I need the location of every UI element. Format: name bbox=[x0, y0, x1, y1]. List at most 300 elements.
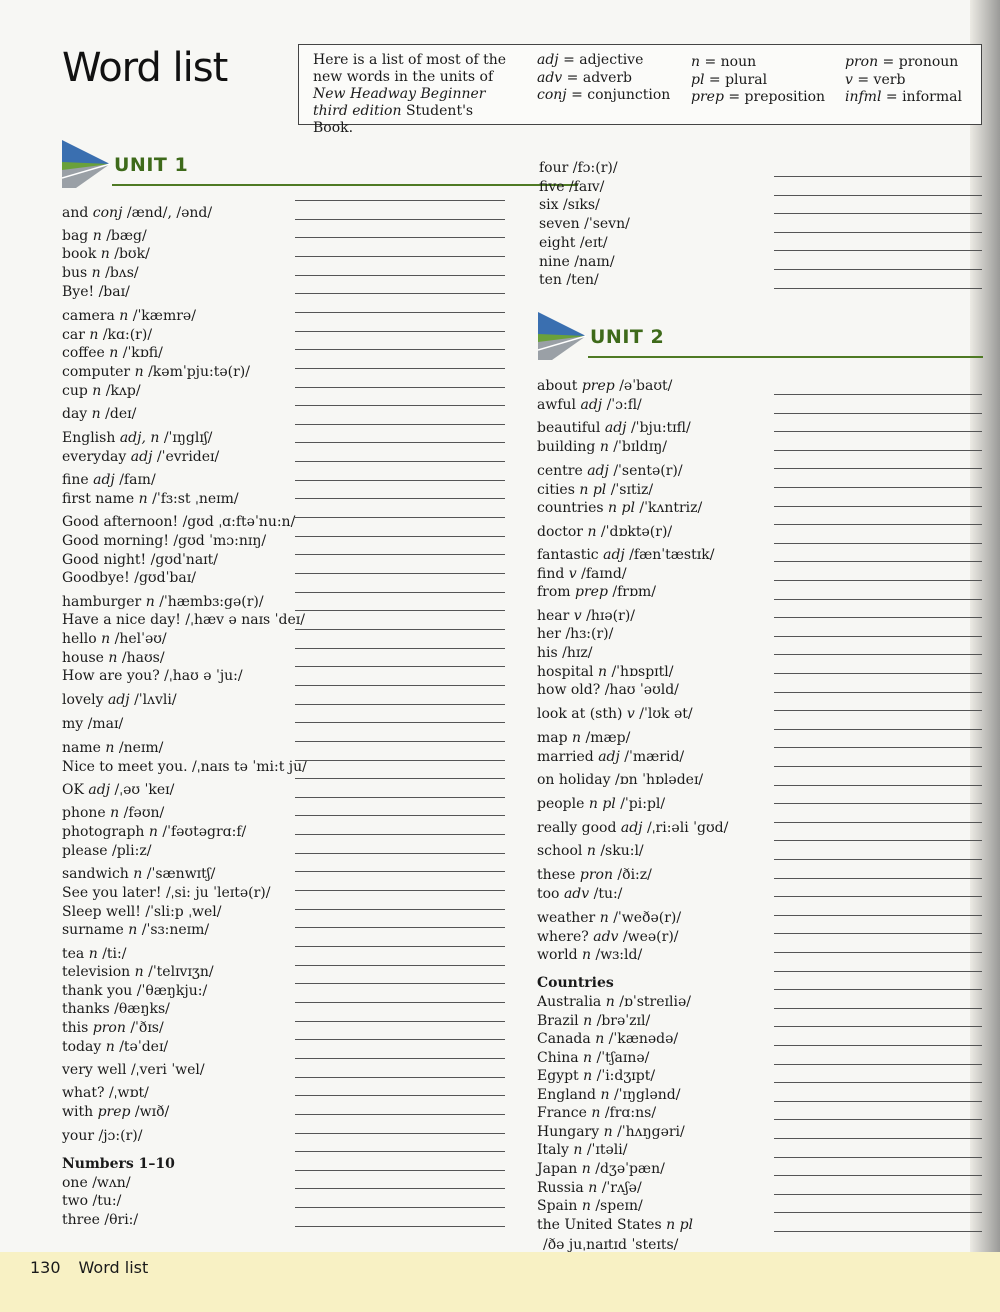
entry-word: these bbox=[537, 867, 576, 883]
word-entry bbox=[537, 438, 667, 456]
writing-line bbox=[295, 890, 505, 891]
entry-part-of-speech: adj bbox=[587, 463, 609, 479]
entry-word: Sleep well! bbox=[62, 904, 141, 920]
writing-line bbox=[774, 176, 982, 177]
entry-pronunciation: /gʊd ˈmɔ:nɪŋ/ bbox=[173, 533, 267, 549]
word-entry bbox=[62, 804, 164, 822]
entry-word: please bbox=[62, 843, 108, 859]
word-entry bbox=[62, 471, 156, 489]
entry-word: Goodbye! bbox=[62, 570, 130, 586]
entry-pronunciation: /wɜ:ld/ bbox=[595, 947, 643, 963]
entry-part-of-speech: v bbox=[568, 566, 577, 582]
abbreviations-col-3 bbox=[845, 54, 962, 107]
entry-pronunciation: /əˈbaʊt/ bbox=[619, 378, 673, 394]
entry-word: hamburger bbox=[62, 594, 142, 610]
entry-part-of-speech: n bbox=[148, 824, 158, 840]
entry-pronunciation: /eɪt/ bbox=[579, 235, 608, 251]
entry-pronunciation: /neɪm/ bbox=[118, 740, 164, 756]
entry-part-of-speech: n bbox=[597, 664, 608, 680]
writing-line bbox=[295, 946, 505, 947]
word-entry bbox=[62, 307, 196, 325]
word-entry bbox=[537, 729, 630, 747]
page-number: 130 bbox=[30, 1258, 61, 1277]
entry-part-of-speech: n bbox=[595, 1031, 605, 1047]
entry-word: her bbox=[537, 626, 561, 642]
entry-pronunciation: /ˈsænwɪtʃ/ bbox=[146, 866, 216, 882]
word-entry bbox=[537, 1179, 642, 1197]
word-entry bbox=[537, 1160, 665, 1178]
entry-word: surname bbox=[62, 922, 124, 938]
abbreviation: adv = adverb bbox=[537, 69, 633, 86]
entry-pronunciation: /helˈəʊ/ bbox=[114, 631, 167, 647]
entry-word: computer bbox=[62, 364, 131, 380]
writing-line bbox=[774, 636, 982, 637]
word-entry bbox=[537, 1067, 655, 1085]
entry-word: about bbox=[537, 378, 578, 394]
entry-word: four bbox=[539, 160, 569, 176]
writing-line bbox=[295, 368, 505, 369]
writing-line bbox=[774, 288, 982, 289]
entry-word: television bbox=[62, 964, 131, 980]
entry-part-of-speech: n bbox=[133, 866, 143, 882]
writing-line bbox=[774, 822, 982, 823]
unit-2-rule bbox=[588, 356, 983, 358]
entry-word: Egypt bbox=[537, 1068, 579, 1084]
word-entry bbox=[537, 1104, 656, 1122]
writing-line bbox=[774, 213, 982, 214]
entry-word: thanks bbox=[62, 1001, 110, 1017]
entry-word: building bbox=[537, 439, 596, 455]
entry-word: book bbox=[62, 246, 97, 262]
entry-word: hospital bbox=[537, 664, 594, 680]
entry-pronunciation: /ti:/ bbox=[102, 946, 127, 962]
writing-line bbox=[774, 1157, 982, 1158]
entry-part-of-speech: adj bbox=[604, 420, 627, 436]
word-entry bbox=[537, 546, 714, 564]
entry-part-of-speech: prep bbox=[575, 584, 608, 600]
entry-pronunciation: /ˈsɪtiz/ bbox=[610, 482, 654, 498]
intro-box bbox=[298, 44, 982, 136]
word-entry bbox=[537, 909, 681, 927]
writing-line bbox=[774, 989, 982, 990]
writing-line bbox=[295, 1077, 505, 1078]
writing-line bbox=[295, 666, 505, 667]
entry-pronunciation: /ˈhʌŋgəri/ bbox=[617, 1124, 685, 1140]
intro-book-title: New Headway Beginner third edition bbox=[313, 86, 486, 119]
entry-word: doctor bbox=[537, 524, 583, 540]
writing-line bbox=[295, 1114, 505, 1115]
entry-pronunciation: /ˌəʊ ˈkeɪ/ bbox=[114, 782, 175, 798]
unit-1-title: UNIT 1 bbox=[114, 154, 189, 176]
entry-part-of-speech: n bbox=[582, 947, 592, 963]
word-entry bbox=[537, 523, 672, 541]
word-entry bbox=[62, 865, 215, 883]
entry-pronunciation: /faɪn/ bbox=[119, 472, 156, 488]
entry-part-of-speech: prep bbox=[581, 378, 615, 394]
entry-part-of-speech: n bbox=[89, 327, 99, 343]
word-entry bbox=[62, 227, 147, 245]
entry-part-of-speech: n bbox=[586, 843, 596, 859]
entry-word: cities bbox=[537, 482, 575, 498]
entry-part-of-speech: n bbox=[134, 364, 144, 380]
entry-pronunciation: /ɒn ˈhɒlədeɪ/ bbox=[614, 772, 704, 788]
entry-word: school bbox=[537, 843, 583, 859]
word-entry bbox=[62, 264, 139, 282]
entry-part-of-speech: n bbox=[605, 994, 615, 1010]
word-entry bbox=[62, 945, 126, 963]
word-entry bbox=[537, 1197, 643, 1215]
abbreviation: adj = adjective bbox=[537, 52, 644, 68]
entry-part-of-speech: n bbox=[603, 1124, 613, 1140]
entry-word: Australia bbox=[537, 994, 602, 1010]
entry-word: three bbox=[62, 1212, 100, 1228]
writing-line bbox=[774, 673, 982, 674]
entry-word: England bbox=[537, 1087, 597, 1103]
entry-pronunciation: /bæg/ bbox=[106, 228, 147, 244]
entry-word: my bbox=[62, 716, 84, 732]
writing-line bbox=[774, 747, 982, 748]
abbreviation: prep = preposition bbox=[691, 89, 826, 105]
word-entry bbox=[537, 1141, 627, 1159]
road-icon bbox=[62, 140, 110, 188]
section-heading bbox=[537, 974, 614, 992]
entry-word: Have a nice day! bbox=[62, 612, 181, 628]
entry-word: ten bbox=[539, 272, 562, 288]
word-entry bbox=[537, 705, 693, 723]
word-entry bbox=[62, 884, 270, 902]
entry-word: Brazil bbox=[537, 1013, 579, 1029]
entry-word: coffee bbox=[62, 345, 105, 361]
writing-line bbox=[774, 1119, 982, 1120]
unit-1-rule bbox=[112, 184, 578, 186]
entry-word: two bbox=[62, 1193, 89, 1209]
writing-line bbox=[774, 766, 982, 767]
entry-part-of-speech: n bbox=[581, 1198, 591, 1214]
writing-line bbox=[295, 965, 505, 966]
word-entry bbox=[539, 253, 615, 271]
entry-word: everyday bbox=[62, 449, 127, 465]
entry-pronunciation: /baɪ/ bbox=[98, 284, 130, 300]
abbreviation: pron = pronoun bbox=[845, 54, 959, 70]
entry-part-of-speech: n bbox=[591, 1105, 601, 1121]
writing-line bbox=[295, 200, 505, 201]
word-entry bbox=[62, 667, 243, 685]
entry-pronunciation: /ˈkʌntriz/ bbox=[639, 500, 703, 516]
entry-pronunciation: /ˈkæmrə/ bbox=[132, 308, 196, 324]
abbreviation: n = noun bbox=[691, 54, 757, 70]
entry-pronunciation: /gʊd ˌɑ:ftəˈnu:n/ bbox=[182, 514, 296, 530]
writing-line bbox=[774, 878, 982, 879]
writing-line bbox=[774, 840, 982, 841]
writing-line bbox=[295, 312, 505, 313]
word-entry bbox=[537, 625, 613, 643]
writing-line bbox=[295, 349, 505, 350]
entry-word: phone bbox=[62, 805, 106, 821]
word-entry bbox=[62, 1103, 169, 1121]
entry-word: the United States bbox=[537, 1217, 662, 1233]
entry-word: people bbox=[537, 796, 585, 812]
entry-part-of-speech: n bbox=[100, 246, 110, 262]
word-entry bbox=[537, 565, 627, 583]
entry-word: eight bbox=[539, 235, 576, 251]
entry-pronunciation: /ˈhɒspɪtl/ bbox=[611, 664, 674, 680]
entry-part-of-speech: n bbox=[109, 345, 119, 361]
writing-line bbox=[774, 487, 982, 488]
entry-word: Canada bbox=[537, 1031, 591, 1047]
writing-line bbox=[774, 933, 982, 934]
entry-part-of-speech: n bbox=[145, 594, 155, 610]
word-entry bbox=[62, 1211, 138, 1229]
word-entry bbox=[62, 921, 209, 939]
word-entry bbox=[537, 396, 642, 414]
entry-part-of-speech: pron bbox=[92, 1020, 126, 1036]
entry-pronunciation: /ˈɪŋglɪʃ/ bbox=[163, 430, 213, 446]
word-entry bbox=[539, 178, 604, 196]
entry-pronunciation: /hɜ:(r)/ bbox=[565, 626, 614, 642]
entry-word: one bbox=[62, 1175, 88, 1191]
entry-pronunciation: /ˈlʊk ət/ bbox=[639, 706, 693, 722]
entry-part-of-speech: adj bbox=[130, 449, 153, 465]
entry-part-of-speech: v bbox=[573, 608, 582, 624]
entry-word: world bbox=[537, 947, 578, 963]
abbreviation: v = verb bbox=[845, 71, 906, 88]
entry-part-of-speech: n pl bbox=[666, 1217, 694, 1233]
entry-pronunciation: /ˌhæv ə naɪs ˈdeɪ/ bbox=[185, 612, 305, 628]
entry-part-of-speech: pron bbox=[579, 867, 613, 883]
entry-part-of-speech: n bbox=[105, 740, 115, 756]
entry-word: very well bbox=[62, 1062, 127, 1078]
entry-pronunciation: /ˈbju:tɪfl/ bbox=[630, 420, 691, 436]
word-entry bbox=[537, 419, 691, 437]
entry-pronunciation: /gʊdˈnaɪt/ bbox=[150, 552, 218, 568]
writing-line bbox=[774, 617, 982, 618]
entry-pronunciation: /wʌn/ bbox=[92, 1175, 131, 1191]
entry-pronunciation: /gʊdˈbaɪ/ bbox=[134, 570, 196, 586]
footer-label: Word list bbox=[78, 1258, 149, 1277]
entry-pronunciation: /haʊs/ bbox=[121, 650, 165, 666]
word-entry bbox=[62, 1127, 142, 1145]
writing-line bbox=[774, 1175, 982, 1176]
word-entry bbox=[537, 993, 691, 1011]
word-entry bbox=[62, 649, 165, 667]
word-entry bbox=[62, 344, 163, 362]
word-entry bbox=[62, 1061, 205, 1079]
writing-line bbox=[295, 909, 505, 910]
entry-word: beautiful bbox=[537, 420, 601, 436]
writing-line bbox=[295, 237, 505, 238]
entry-word: China bbox=[537, 1050, 579, 1066]
entry-pronunciation: /frɒm/ bbox=[612, 584, 656, 600]
entry-pronunciation: /ˈrʌʃə/ bbox=[601, 1180, 642, 1196]
entry-part-of-speech: n bbox=[110, 805, 120, 821]
entry-word: how old? bbox=[537, 682, 601, 698]
writing-line bbox=[774, 506, 982, 507]
writing-line bbox=[295, 1095, 505, 1096]
word-entry bbox=[62, 1000, 170, 1018]
writing-line bbox=[295, 517, 505, 518]
word-entry bbox=[537, 481, 653, 499]
entry-part-of-speech: n pl bbox=[579, 482, 607, 498]
entry-word: weather bbox=[537, 910, 596, 926]
entry-word: find bbox=[537, 566, 565, 582]
entry-part-of-speech: adj bbox=[107, 692, 130, 708]
entry-word: today bbox=[62, 1039, 102, 1055]
entry-word: countries bbox=[537, 500, 604, 516]
entry-part-of-speech: v bbox=[626, 706, 635, 722]
word-entry bbox=[537, 885, 622, 903]
writing-line bbox=[774, 915, 982, 916]
entry-word: on holiday bbox=[537, 772, 611, 788]
entry-part-of-speech: prep bbox=[97, 1104, 131, 1120]
word-entry bbox=[62, 1192, 121, 1210]
writing-line bbox=[774, 524, 982, 525]
writing-line bbox=[295, 741, 505, 742]
entry-word: six bbox=[539, 197, 559, 213]
abbreviation: pl = plural bbox=[691, 71, 768, 88]
writing-line bbox=[774, 654, 982, 655]
entry-pronunciation: /jɔ:(r)/ bbox=[98, 1128, 143, 1144]
entry-pronunciation: /ˈtʃaɪnə/ bbox=[596, 1050, 650, 1066]
word-entry bbox=[62, 982, 207, 1000]
entry-part-of-speech: adj, n bbox=[119, 430, 160, 446]
word-entry bbox=[537, 499, 702, 517]
entry-word: centre bbox=[537, 463, 583, 479]
entry-word: and bbox=[62, 205, 89, 221]
word-entry bbox=[62, 204, 212, 222]
word-entry bbox=[62, 326, 152, 344]
entry-pronunciation: /hɪə(r)/ bbox=[586, 608, 636, 624]
entry-pronunciation: /ænd/, /ənd/ bbox=[126, 205, 213, 221]
writing-line bbox=[295, 480, 505, 481]
entry-part-of-speech: n pl bbox=[588, 796, 616, 812]
entry-part-of-speech: n bbox=[583, 1068, 593, 1084]
entry-word: nine bbox=[539, 254, 570, 270]
writing-line bbox=[295, 1058, 505, 1059]
writing-line bbox=[774, 1008, 982, 1009]
writing-line bbox=[295, 592, 505, 593]
word-entry bbox=[62, 245, 150, 263]
entry-word: Hungary bbox=[537, 1124, 600, 1140]
entry-pronunciation: /ˈkænədə/ bbox=[608, 1031, 679, 1047]
entry-part-of-speech: adj bbox=[620, 820, 643, 836]
entry-pronunciation: /brəˈzɪl/ bbox=[596, 1013, 651, 1029]
writing-line bbox=[295, 648, 505, 649]
writing-line bbox=[295, 834, 505, 835]
word-entry bbox=[62, 448, 219, 466]
entry-word: OK bbox=[62, 782, 84, 798]
word-entry bbox=[537, 1123, 685, 1141]
writing-line bbox=[774, 896, 982, 897]
word-entry bbox=[537, 748, 684, 766]
writing-line bbox=[774, 859, 982, 860]
entry-word: lovely bbox=[62, 692, 104, 708]
entry-pronunciation: /ˈðɪs/ bbox=[130, 1020, 164, 1036]
writing-line bbox=[295, 1002, 505, 1003]
entry-word: married bbox=[537, 749, 594, 765]
word-entry bbox=[539, 271, 599, 289]
writing-line bbox=[774, 1082, 982, 1083]
entry-pronunciation: /ˈfɜ:st ˌneɪm/ bbox=[152, 491, 239, 507]
writing-line bbox=[295, 442, 505, 443]
entry-part-of-speech: n bbox=[588, 1180, 598, 1196]
writing-line bbox=[295, 536, 505, 537]
word-entry bbox=[537, 928, 679, 946]
entry-word: really good bbox=[537, 820, 617, 836]
entry-pronunciation: /ten/ bbox=[566, 272, 599, 288]
page-edge-shadow bbox=[970, 0, 1000, 1312]
entry-pronunciation: /ˈpi:pl/ bbox=[620, 796, 666, 812]
entry-word: name bbox=[62, 740, 101, 756]
entry-word: English bbox=[62, 430, 116, 446]
word-entry bbox=[537, 1086, 680, 1104]
writing-line bbox=[295, 685, 505, 686]
entry-pronunciation: /tu:/ bbox=[593, 886, 623, 902]
writing-line bbox=[774, 450, 982, 451]
entry-word: Good night! bbox=[62, 552, 147, 568]
word-entry bbox=[62, 1084, 149, 1102]
word-entry bbox=[62, 382, 141, 400]
entry-pronunciation: /ˌri:əli ˈgʊd/ bbox=[646, 820, 729, 836]
entry-part-of-speech: n bbox=[92, 383, 102, 399]
entry-part-of-speech: n bbox=[138, 491, 148, 507]
entry-word: bag bbox=[62, 228, 89, 244]
entry-pronunciation: /naɪn/ bbox=[574, 254, 615, 270]
entry-pronunciation: /fəʊn/ bbox=[123, 805, 165, 821]
entry-pronunciation: /kɑ:(r)/ bbox=[102, 327, 153, 343]
abbreviation: conj = conjunction bbox=[537, 87, 671, 103]
word-entry bbox=[62, 963, 214, 981]
entry-word: photograph bbox=[62, 824, 145, 840]
writing-line bbox=[295, 797, 505, 798]
writing-line bbox=[295, 1207, 505, 1208]
entry-pronunciation: /ˈbɪldɪŋ/ bbox=[613, 439, 667, 455]
word-entry bbox=[537, 795, 665, 813]
entry-pronunciation: /ɒˈstreɪliə/ bbox=[619, 994, 691, 1010]
entry-part-of-speech: n bbox=[119, 308, 129, 324]
entry-word: fine bbox=[62, 472, 89, 488]
writing-line bbox=[774, 1101, 982, 1102]
word-entry bbox=[62, 532, 266, 550]
entry-pronunciation: /sku:l/ bbox=[600, 843, 644, 859]
page-footer bbox=[30, 1258, 148, 1277]
entry-part-of-speech: n bbox=[88, 946, 98, 962]
writing-line bbox=[774, 1064, 982, 1065]
writing-line bbox=[774, 232, 982, 233]
entry-pronunciation: /bʊk/ bbox=[114, 246, 150, 262]
writing-line bbox=[295, 293, 505, 294]
writing-line bbox=[295, 461, 505, 462]
entry-word: first name bbox=[62, 491, 135, 507]
entry-part-of-speech: n bbox=[92, 228, 102, 244]
entry-pronunciation: /ðə juˌnaɪtɪd ˈsteɪts/ bbox=[543, 1237, 679, 1253]
entry-part-of-speech: adv bbox=[563, 886, 590, 902]
entry-word: Italy bbox=[537, 1142, 569, 1158]
entry-pronunciation: /wɪð/ bbox=[134, 1104, 170, 1120]
entry-word: awful bbox=[537, 397, 577, 413]
writing-line bbox=[774, 729, 982, 730]
writing-line bbox=[774, 394, 982, 395]
entry-word: fantastic bbox=[537, 547, 599, 563]
entry-part-of-speech: n bbox=[583, 1013, 593, 1029]
writing-line bbox=[295, 275, 505, 276]
writing-line bbox=[774, 1231, 982, 1232]
entry-pronunciation: /ˈweðə(r)/ bbox=[613, 910, 682, 926]
road-icon bbox=[538, 312, 586, 360]
writing-line bbox=[774, 1026, 982, 1027]
entry-word: car bbox=[62, 327, 85, 343]
word-entry bbox=[539, 159, 618, 177]
entry-pronunciation: /maɪ/ bbox=[87, 716, 124, 732]
